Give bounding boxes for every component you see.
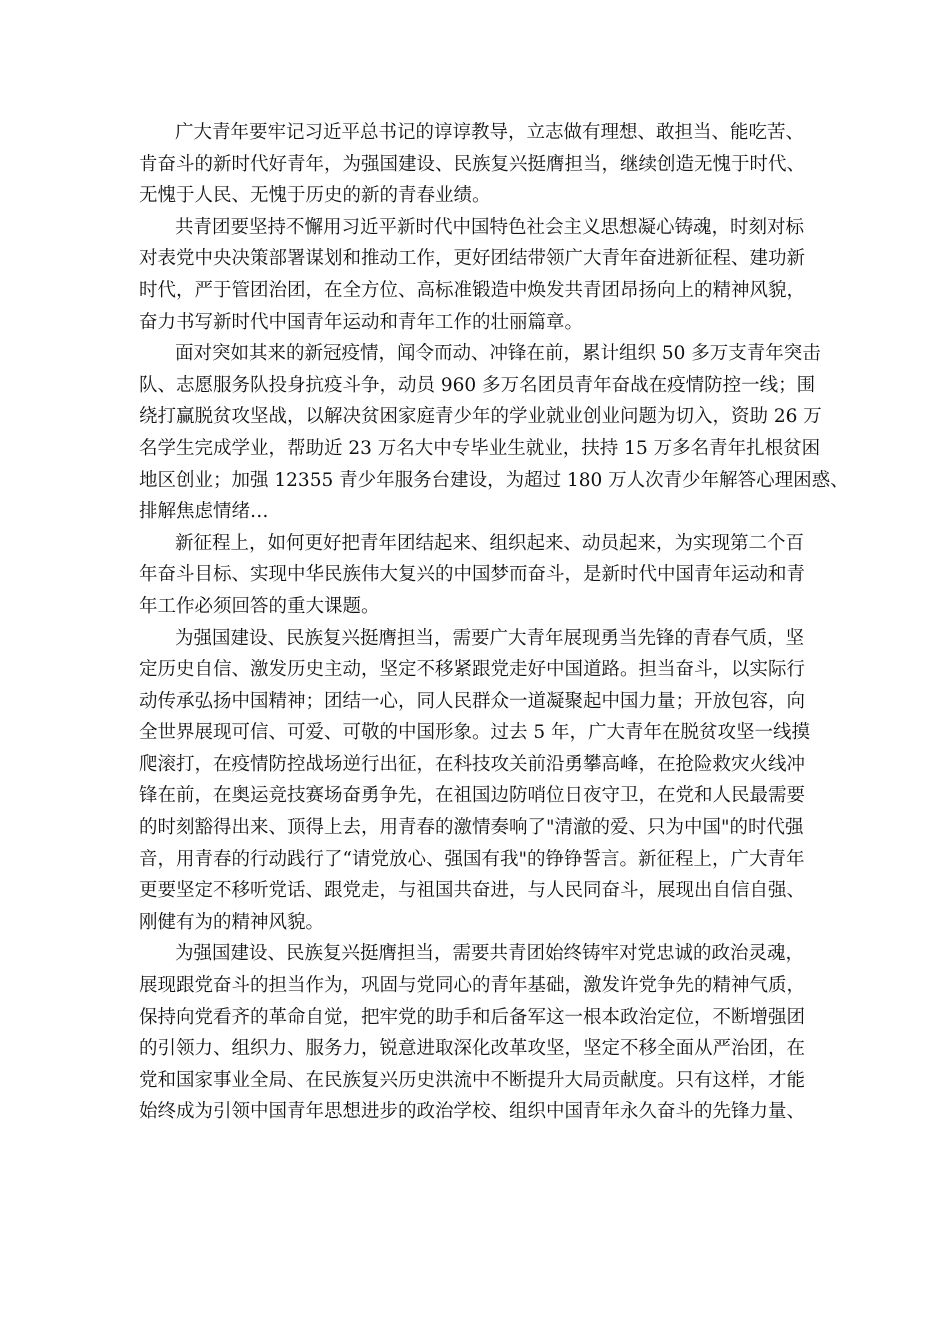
paragraph-3: [139, 338, 851, 528]
text-line: 定历史自信、激发历史主动，坚定不移紧跟党走好中国道路。担当奋斗，以实际行: [139, 659, 806, 681]
text-line: 爬滚打，在疫情防控战场逆行出征，在科技攻关前沿勇攀高峰，在抢险救灾火线冲: [139, 753, 806, 775]
text-line: 面对突如其来的新冠疫情，闻令而动、冲锋在前，累计组织 50 多万支青年突击: [175, 343, 821, 365]
text-line: 队、志愿服务队投身抗疫斗争，动员 960 多万名团员青年奋战在疫情防控一线；围: [139, 374, 816, 396]
text-line: 无愧于人民、无愧于历史的新的青春业绩。: [139, 185, 491, 207]
text-line: 动传承弘扬中国精神；团结一心，同人民群众一道凝聚起中国力量；开放包容，向: [139, 690, 806, 712]
text-line: 名学生完成学业，帮助近 23 万名大中专毕业生就业，扶持 15 万多名青年扎根贫困: [139, 437, 821, 459]
text-line: 绕打赢脱贫攻坚战，以解决贫困家庭青少年的学业就业创业问题为切入，资助 26 万: [139, 406, 822, 428]
text-line: 对表党中央决策部署谋划和推动工作，更好团结带领广大青年奋进新征程、建功新: [139, 248, 806, 270]
text-line: 奋力书写新时代中国青年运动和青年工作的壮丽篇章。: [139, 311, 584, 333]
text-line: 党和国家事业全局、在民族复兴历史洪流中不断提升大局贡献度。只有这样，才能: [139, 1069, 806, 1091]
text-line: 共青团要坚持不懈用习近平新时代中国特色社会主义思想凝心铸魂，时刻对标: [175, 216, 805, 238]
text-line: 为强国建设、民族复兴挺膺担当，需要共青团始终铸牢对党忠诚的政治灵魂，: [175, 943, 805, 965]
text-line: 时代，严于管团治团，在全方位、高标准锻造中焕发共青团昂扬向上的精神风貌，: [139, 279, 806, 301]
paragraph-2: [139, 212, 851, 338]
paragraph-1: [139, 117, 851, 212]
text-line: 展现跟党奋斗的担当作为，巩固与党同心的青年基础，激发许党争先的精神气质，: [139, 975, 806, 997]
text-line: 的引领力、组织力、服务力，锐意进取深化改革攻坚，坚定不移全面从严治团，在: [139, 1038, 806, 1060]
text-line: 地区创业；加强 12355 青少年服务台建设，为超过 180 万人次青少年解答心理困惑、: [139, 469, 849, 491]
text-line: 始终成为引领中国青年思想进步的政治学校、组织中国青年永久奋斗的先锋力量、: [139, 1101, 806, 1123]
text-line: 锋在前，在奥运竞技赛场奋勇争先，在祖国边防哨位日夜守卫，在党和人民最需要: [139, 785, 806, 807]
text-line: 保持向党看齐的革命自觉，把牢党的助手和后备军这一根本政治定位，不断增强团: [139, 1006, 806, 1028]
text-line: 刚健有为的精神风貌。: [139, 911, 325, 933]
text-line: 全世界展现可信、可爱、可敬的中国形象。过去 5 年，广大青年在脱贫攻坚一线摸: [139, 722, 811, 744]
text-line: 年工作必须回答的重大课题。: [139, 595, 380, 617]
paragraph-5: [139, 623, 851, 939]
text-line: 排解焦虑情绪…: [139, 501, 269, 523]
text-line: 新征程上，如何更好把青年团结起来、组织起来、动员起来，为实现第二个百: [175, 532, 805, 554]
text-line: 为强国建设、民族复兴挺膺担当，需要广大青年展现勇当先锋的青春气质，坚: [175, 627, 805, 649]
text-line: 广大青年要牢记习近平总书记的谆谆教导，立志做有理想、敢担当、能吃苦、: [175, 122, 805, 143]
text-line: 的时刻豁得出来、顶得上去，用青春的激情奏响了"清澈的爱、只为中国"的时代强: [139, 817, 804, 839]
paragraph-4: [139, 528, 851, 623]
text-line: 更要坚定不移听党话、跟党走，与祖国共奋进，与人民同奋斗，展现出自信自强、: [139, 880, 806, 902]
text-line: 音，用青春的行动践行了“请党放心、强国有我"的铮铮誓言。新征程上，广大青年: [139, 848, 805, 870]
text-line: 肯奋斗的新时代好青年，为强国建设、民族复兴挺膺担当，继续创造无愧于时代、: [139, 153, 806, 175]
document-body: [139, 117, 851, 1128]
text-line: 年奋斗目标、实现中华民族伟大复兴的中国梦而奋斗，是新时代中国青年运动和青: [139, 564, 806, 586]
paragraph-6: [139, 938, 851, 1128]
